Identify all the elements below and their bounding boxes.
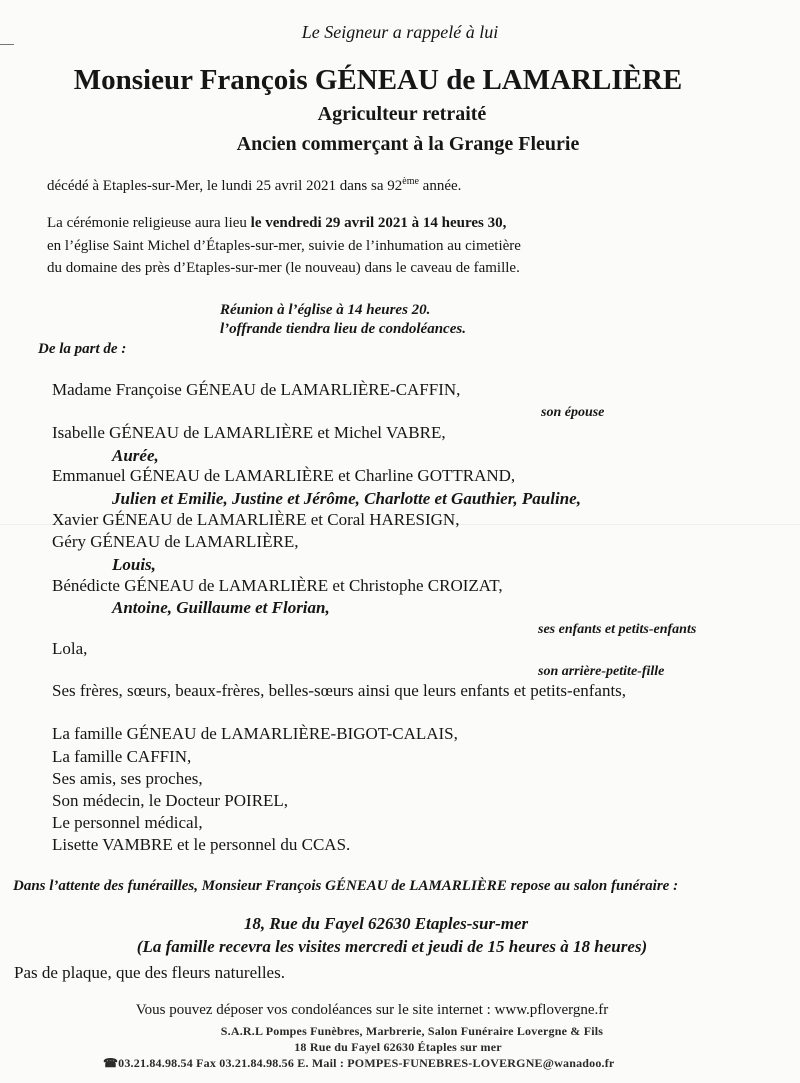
great-grandchild-line: Lola, [52,639,88,658]
child-line-4: Géry GÉNEAU de LAMARLIÈRE, [52,532,299,551]
children-role: ses enfants et petits-enfants [538,622,697,637]
grandchildren-line-5: Antoine, Guillaume et Florian, [112,598,330,617]
grandchildren-line-2: Julien et Emilie, Justine et Jérôme, Charlotte et Gauthier, Pauline, [112,489,581,508]
former-business-line: Ancien commerçant à la Grange Fleurie [236,133,580,155]
no-plaque-line: Pas de plaque, que des fleurs naturelles. [14,963,285,982]
child-line-1: Isabelle GÉNEAU de LAMARLIÈRE et Michel VABRE, [52,423,446,442]
wife-role: son épouse [541,405,605,420]
company-address: 18 Rue du Fayel 62630 Étaples sur mer [294,1040,502,1054]
ceremony-date: le vendredi 29 avril 2021 à 14 heures 30, [250,215,507,231]
funeral-home-intro: Dans l’attente des funérailles, Monsieur François GÉNEAU de LAMARLIÈRE repose au salon funéraire : [13,878,679,894]
ceremony-line-2: en l’église Saint Michel d’Étaples-sur-mer, suivie de l’inhumation au cimetière [47,238,521,254]
other-line: La famille CAFFIN, [52,747,192,766]
funeral-home-address: 18, Rue du Fayel 62630 Etaples-sur-mer [243,914,529,933]
tagline: Le Seigneur a rappelé à lui [301,22,499,42]
great-grandchild-role: son arrière-petite-fille [538,664,665,679]
other-line: Ses amis, ses proches, [52,769,203,788]
wife-line: Madame Françoise GÉNEAU de LAMARLIÈRE-CAFFIN, [52,380,461,399]
company-line: S.A.R.L Pompes Funèbres, Marbrerie, Salon Funéraire Lovergne & Fils [220,1024,604,1038]
visits-line: (La famille recevra les visites mercredi et jeudi de 15 heures à 18 heures) [136,937,648,956]
contact-line: ☎03.21.84.98.54 Fax 03.21.84.98.56 E. Mail : POMPES-FUNEBRES-LOVERGNE@wanadoo.fr [103,1056,615,1070]
grandchildren-line-4: Louis, [112,555,156,574]
condolences-line: Vous pouvez déposer vos condoléances sur le site internet : www.pflovergne.fr [135,1002,609,1018]
scan-edge-mark [0,44,14,45]
child-line-3: Xavier GÉNEAU de LAMARLIÈRE et Coral HARESIGN, [52,510,460,529]
ceremony-line-1: La cérémonie religieuse aura lieu le vendredi 29 avril 2021 à 14 heures 30, [47,215,507,231]
reunion-line-1: Réunion à l’église à 14 heures 20. [220,302,431,318]
from-label: De la part de : [38,341,127,357]
death-line: décédé à Etaples-sur-Mer, le lundi 25 avril 2021 dans sa 92ème année. [47,176,462,194]
other-line: Son médecin, le Docteur POIREL, [52,791,289,810]
grandchildren-line-1: Aurée, [112,446,159,465]
other-line: La famille GÉNEAU de LAMARLIÈRE-BIGOT-CALAIS, [52,724,458,743]
ceremony-line-3: du domaine des près d’Etaples-sur-mer (le nouveau) dans le caveau de famille. [47,260,520,276]
deceased-name: Monsieur François GÉNEAU de LAMARLIÈRE [73,64,683,96]
child-line-5: Bénédicte GÉNEAU de LAMARLIÈRE et Christophe CROIZAT, [52,576,503,595]
other-line: Lisette VAMBRE et le personnel du CCAS. [52,835,351,854]
other-line: Le personnel médical, [52,813,203,832]
child-line-2: Emmanuel GÉNEAU de LAMARLIÈRE et Charline GOTTRAND, [52,466,516,485]
profession-line: Agriculteur retraité [317,103,487,125]
phone-icon: ☎ [103,1056,119,1070]
reunion-line-2: l’offrande tiendra lieu de condoléances. [220,321,466,337]
siblings-line: Ses frères, sœurs, beaux-frères, belles-sœurs ainsi que leurs enfants et petits-enfants, [52,681,627,700]
